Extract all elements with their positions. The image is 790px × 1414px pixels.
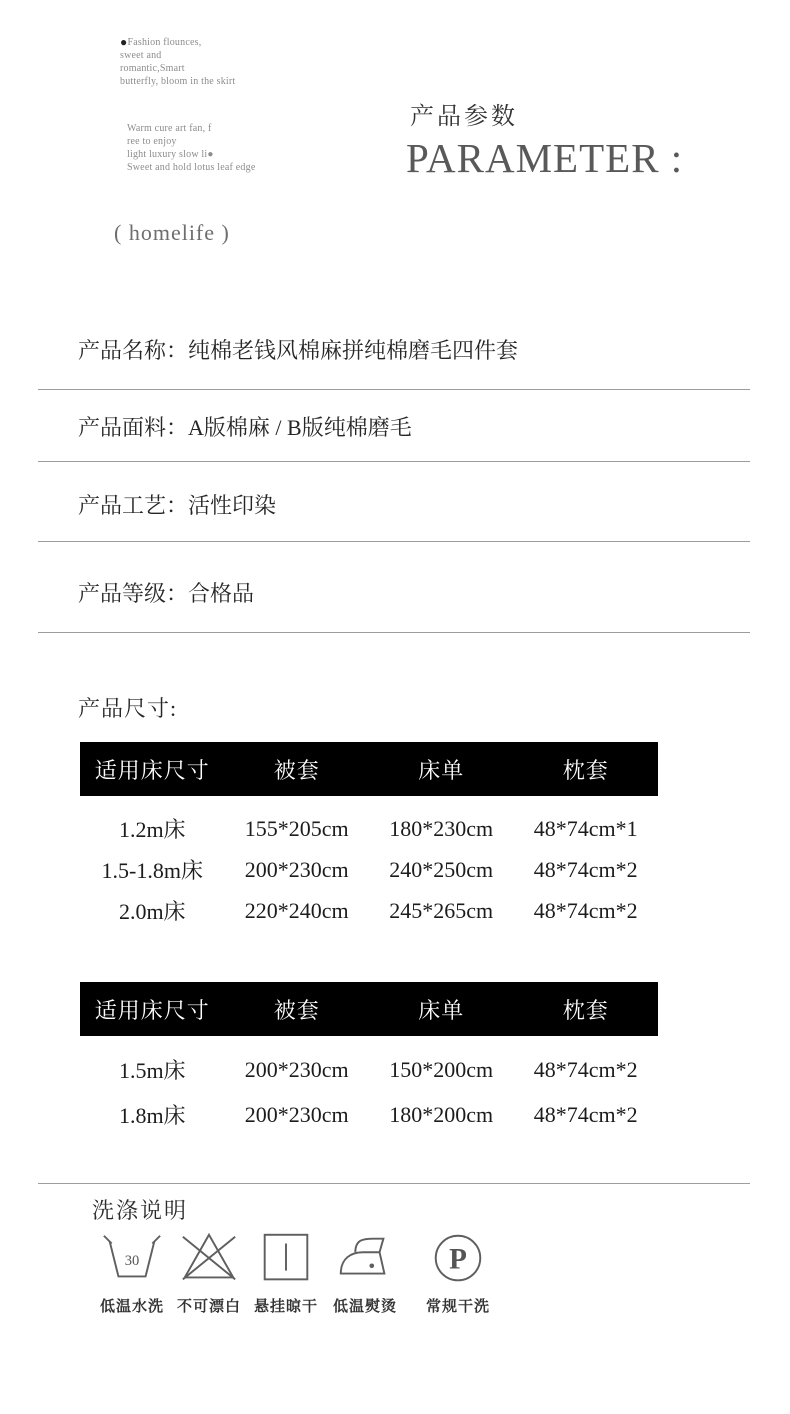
info-label: 产品等级： — [78, 581, 189, 606]
decor-line: Sweet and hold lotus leaf edge — [127, 162, 256, 173]
table-cell: 1.5m床 — [118, 1058, 186, 1083]
table-header-cell: 床单 — [418, 757, 465, 783]
table-cell: 1.8m床 — [118, 1103, 186, 1128]
table-header-cell: 适用床尺寸 — [94, 757, 210, 783]
page-title-en: PARAMETER : — [406, 135, 684, 181]
table-body — [80, 808, 658, 931]
care-label: 低温熨烫 — [332, 1298, 397, 1315]
table-header-cell: 适用床尺寸 — [94, 997, 210, 1023]
table-row — [80, 849, 658, 890]
care-label: 低温水洗 — [99, 1298, 164, 1315]
table-row — [80, 808, 658, 849]
info-value: 合格品 — [188, 581, 255, 606]
size-table-1 — [80, 742, 658, 931]
table-cell: 48*74cm*1 — [533, 815, 638, 841]
info-row-grade — [38, 542, 750, 633]
bullet-dot-icon: ● — [120, 35, 128, 49]
care-label: 悬挂晾干 — [253, 1298, 318, 1315]
decor-text-block-2 — [127, 122, 255, 174]
info-label: 产品面料： — [78, 415, 189, 440]
table-cell: 245*265cm — [389, 897, 494, 923]
table-cell: 180*230cm — [389, 815, 494, 841]
info-label: 产品工艺： — [78, 493, 189, 518]
info-value: 活性印染 — [188, 493, 277, 518]
table-cell: 200*230cm — [244, 1056, 349, 1082]
info-row-craft — [38, 462, 750, 542]
table-row — [80, 1092, 658, 1137]
decor-line: Warm cure art fan, f — [127, 123, 212, 134]
table-cell: 150*200cm — [389, 1056, 494, 1082]
size-table-2 — [80, 982, 658, 1137]
decor-line: light luxury slow li● — [127, 149, 214, 160]
table-header-cell: 枕套 — [562, 757, 609, 783]
decor-text-block-1 — [120, 36, 235, 88]
table-cell: 48*74cm*2 — [533, 1101, 638, 1127]
low-iron-icon — [334, 1228, 396, 1290]
table-cell: 240*250cm — [389, 856, 494, 882]
table-cell: 180*200cm — [389, 1101, 494, 1127]
dry-clean-icon — [427, 1228, 489, 1290]
table-cell: 48*74cm*2 — [533, 1056, 638, 1082]
size-section-heading: 产品尺寸: — [78, 696, 178, 721]
table-header-cell: 枕套 — [562, 997, 609, 1023]
decor-line: romantic,Smart — [120, 63, 185, 74]
table-header-row — [80, 982, 658, 1036]
decor-line: butterfly, bloom in the skirt — [120, 76, 236, 87]
section-divider — [38, 1183, 750, 1184]
page-title-zh: 产品参数 — [410, 104, 518, 130]
info-row-fabric — [38, 390, 750, 462]
decor-line: sweet and — [120, 50, 162, 61]
product-info-list — [38, 320, 750, 633]
decor-line: ●Fashion flounces, — [120, 35, 202, 49]
info-row-name — [38, 320, 750, 390]
table-row — [80, 890, 658, 931]
table-cell: 155*205cm — [244, 815, 349, 841]
info-value: 纯棉老钱风棉麻拼纯棉磨毛四件套 — [188, 338, 519, 363]
care-label: 不可漂白 — [176, 1298, 241, 1315]
care-label: 常规干洗 — [425, 1298, 490, 1315]
hang-dry-icon — [255, 1228, 317, 1290]
table-cell: 1.5-1.8m床 — [101, 858, 203, 883]
table-cell: 200*230cm — [244, 856, 349, 882]
table-header-cell: 被套 — [273, 757, 320, 783]
info-label: 产品名称： — [78, 338, 189, 363]
svg-text:P: P — [449, 1243, 467, 1276]
table-body — [80, 1047, 658, 1137]
decor-line: ree to enjoy — [127, 136, 177, 147]
table-header-cell: 被套 — [273, 997, 320, 1023]
brand-homelife: ( homelife ) — [114, 220, 230, 245]
table-row — [80, 1047, 658, 1092]
table-cell: 1.2m床 — [118, 817, 186, 842]
table-cell: 48*74cm*2 — [533, 856, 638, 882]
table-header-cell: 床单 — [418, 997, 465, 1023]
table-header-row — [80, 742, 658, 796]
table-cell: 2.0m床 — [118, 899, 186, 924]
care-item-dry-clean — [403, 1228, 513, 1316]
svg-text:30: 30 — [124, 1252, 140, 1269]
care-heading: 洗涤说明 — [92, 1198, 189, 1223]
table-cell: 220*240cm — [244, 897, 349, 923]
table-cell: 200*230cm — [244, 1101, 349, 1127]
info-value: A版棉麻 / B版纯棉磨毛 — [188, 415, 412, 440]
table-cell: 48*74cm*2 — [533, 897, 638, 923]
